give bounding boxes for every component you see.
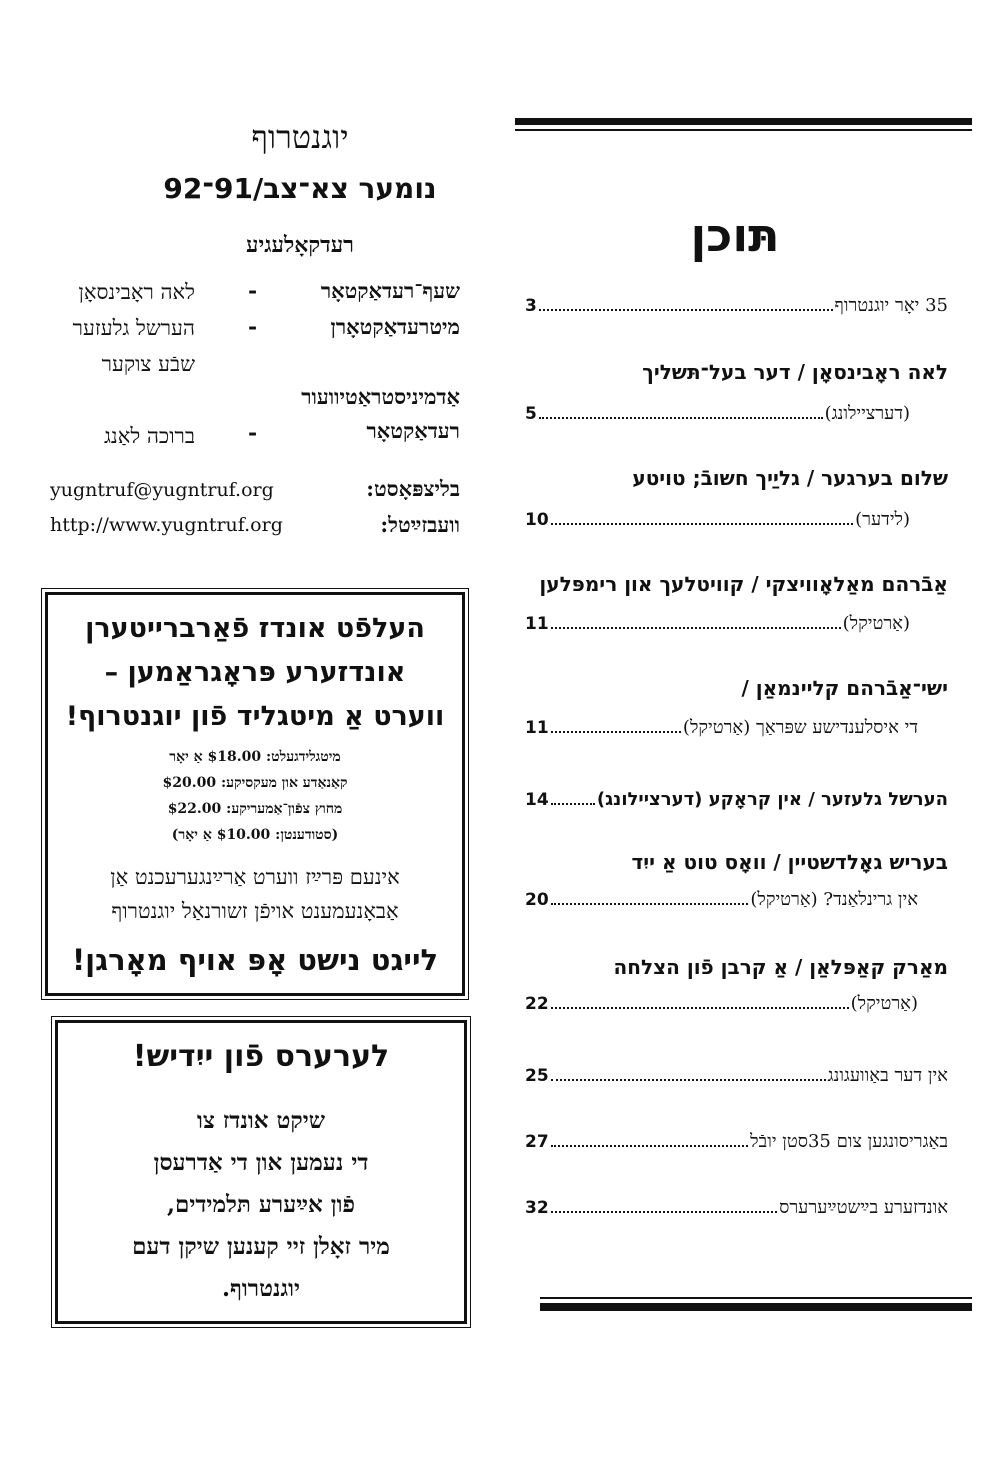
toc-entry[interactable] (525, 290, 948, 316)
toc-page-number: 22 (525, 994, 549, 1014)
toc-entry-text: 35 יאָר יוגנטרוף (834, 295, 948, 316)
toc-entry-text: (דערציילונג) (824, 403, 910, 424)
website-label: וועבזײַטל: (380, 512, 460, 537)
toc-page-number: 27 (525, 1132, 549, 1152)
toc-entry-text: אין גרינלאַנד? (אַרטיקל) (750, 889, 918, 910)
staff-role: מיטרעדאַקטאָרן (330, 314, 460, 339)
toc-entry-heading: לאה ראָבינסאָן / דער בעל־תּשליך (642, 360, 948, 384)
toc-entry-text: אונדזערע בײַשטײַערערס (779, 1197, 948, 1218)
leader-dots (551, 523, 853, 525)
leader-dots (551, 903, 749, 905)
toc-entry-text: (אַרטיקל) (850, 993, 918, 1014)
leader-dots (539, 417, 823, 419)
teachers-line: יוגנטרוף. (222, 1275, 300, 1302)
toc-page-number: 14 (525, 790, 549, 810)
toc-entry[interactable] (525, 784, 948, 810)
teachers-line: מיר זאָלן זיי קענען שיקן דעם (132, 1233, 390, 1260)
toc-entry-text: אין דער באַוועגונג (827, 1065, 948, 1086)
toc-page-number: 32 (525, 1198, 549, 1218)
box-heading-line: אונדזערע פּראָגראַמען – (104, 657, 406, 688)
staff-dash: - (248, 314, 258, 340)
issue-number: נומער צא־צב/91־92 (163, 172, 437, 205)
toc-entry[interactable] (525, 988, 948, 1014)
toc-page-number: 11 (525, 718, 549, 738)
box-heading-line: ווערט אַ מיטגליד פֿון יוגנטרוף! (65, 701, 445, 732)
toc-entry[interactable] (525, 504, 948, 530)
teachers-line: די נעמען און די אַדרעסן (153, 1149, 369, 1176)
toc-entry-heading: אַבֿרהם מאַלאָוויצקי / קוויטלעך און רימפּלען (539, 572, 948, 596)
email-address[interactable]: yugntruf@yugntruf.org (50, 479, 274, 501)
toc-entry[interactable] (525, 1060, 948, 1086)
subscription-note: אַבאָנעמענט אויפֿן זשורנאַל יוגנטרוף (111, 899, 399, 923)
price-line: (סטודענטן: $10.00 אַ יאָר) (171, 827, 339, 843)
membership-box (45, 592, 465, 996)
toc-entry-text: די איסלענדישע שפּראַך (אַרטיקל) (682, 717, 918, 738)
price-line: מחוץ צפֿון־אַמעריקע: $22.00 (167, 801, 343, 817)
editorial-board-title: רעדקאָלעגיע (246, 232, 354, 258)
toc-entry-text: באַגריסונגען צום 35סטן יובֿל (750, 1131, 948, 1152)
bottom-rule-thin (540, 1297, 972, 1299)
leader-dots (551, 1145, 748, 1147)
toc-page-number: 20 (525, 890, 549, 910)
toc-page-number: 11 (525, 614, 549, 634)
staff-dash: - (248, 420, 258, 446)
staff-role: רעדאַקטאָר (366, 418, 460, 443)
box-heading-line: העלפֿט אונדז פֿאַרברייטערן (85, 613, 425, 644)
leader-dots (539, 309, 833, 311)
slogan: לייגט נישט אָפּ אויף מאָרגן! (71, 943, 439, 977)
box-heading: לערערס פֿון ייִדיש! (132, 1039, 390, 1074)
email-label: בליצפּאָסט: (366, 476, 460, 501)
leader-dots (551, 627, 841, 629)
leader-dots (551, 1007, 849, 1009)
toc-entry-text: הערשל גלעזער / אין קראָקע (דערציילונג) (596, 789, 948, 810)
staff-role: שעף־רעדאַקטאָר (320, 278, 460, 303)
leader-dots (551, 803, 595, 805)
admin-title: אַדמיניסטראַטיוועור (301, 384, 460, 409)
toc-page-number: 3 (525, 296, 537, 316)
toc-entry[interactable] (525, 1192, 948, 1218)
leader-dots (551, 731, 681, 733)
toc-entry-text: (לידער) (855, 509, 910, 530)
top-rule-thin (515, 129, 972, 131)
price-line: מיטגלידגעלט: $18.00 אַ יאָר (169, 749, 341, 765)
toc-entry[interactable] (525, 1126, 948, 1152)
website-url[interactable]: http://www.yugntruf.org (50, 514, 283, 536)
toc-title: תּוכן (690, 208, 780, 262)
toc-entry[interactable] (525, 712, 948, 738)
teachers-line: פֿון אײַערע תּלמידים, (166, 1191, 356, 1218)
teachers-line: שיקט אונדז צו (196, 1107, 326, 1134)
toc-page-number: 5 (525, 404, 537, 424)
toc-entry-heading: שלום בערגער / גליַיך חשובֿ; טויטע (632, 466, 948, 490)
toc-entry-heading: מאַרק קאַפּלאַן / אַ קרבן פֿון הצלחה (613, 955, 948, 979)
magazine-title: יוגנטרוף (251, 118, 349, 156)
staff-name: לאה ראָבינסאָן (78, 280, 195, 304)
toc-page-number: 25 (525, 1066, 549, 1086)
staff-name: הערשל גלעזער (72, 316, 195, 340)
staff-name: שבֿע צוקער (101, 352, 195, 376)
subscription-note: אינעם פּרײַז ווערט אַרײַנגערעכנט אַן (110, 865, 400, 889)
toc-entry-text: (אַרטיקל) (842, 613, 910, 634)
leader-dots (551, 1211, 777, 1213)
toc-entry-heading: ישי־אַבֿרהם קליינמאַן / (741, 676, 948, 700)
leader-dots (551, 1079, 826, 1081)
staff-dash: - (248, 278, 258, 304)
bottom-rule (540, 1303, 972, 1311)
top-rule (515, 118, 972, 125)
toc-entry[interactable] (525, 608, 948, 634)
toc-page-number: 10 (525, 510, 549, 530)
price-line: קאַנאַדע און מעקסיקע: $20.00 (162, 775, 348, 791)
toc-entry[interactable] (525, 884, 948, 910)
toc-entry-heading: בעריש גאָלדשטיין / וואָס טוט אַ ייִד (631, 850, 948, 874)
staff-name: ברוכה לאַנג (103, 424, 195, 448)
teachers-box (55, 1020, 467, 1324)
toc-entry[interactable] (525, 398, 948, 424)
